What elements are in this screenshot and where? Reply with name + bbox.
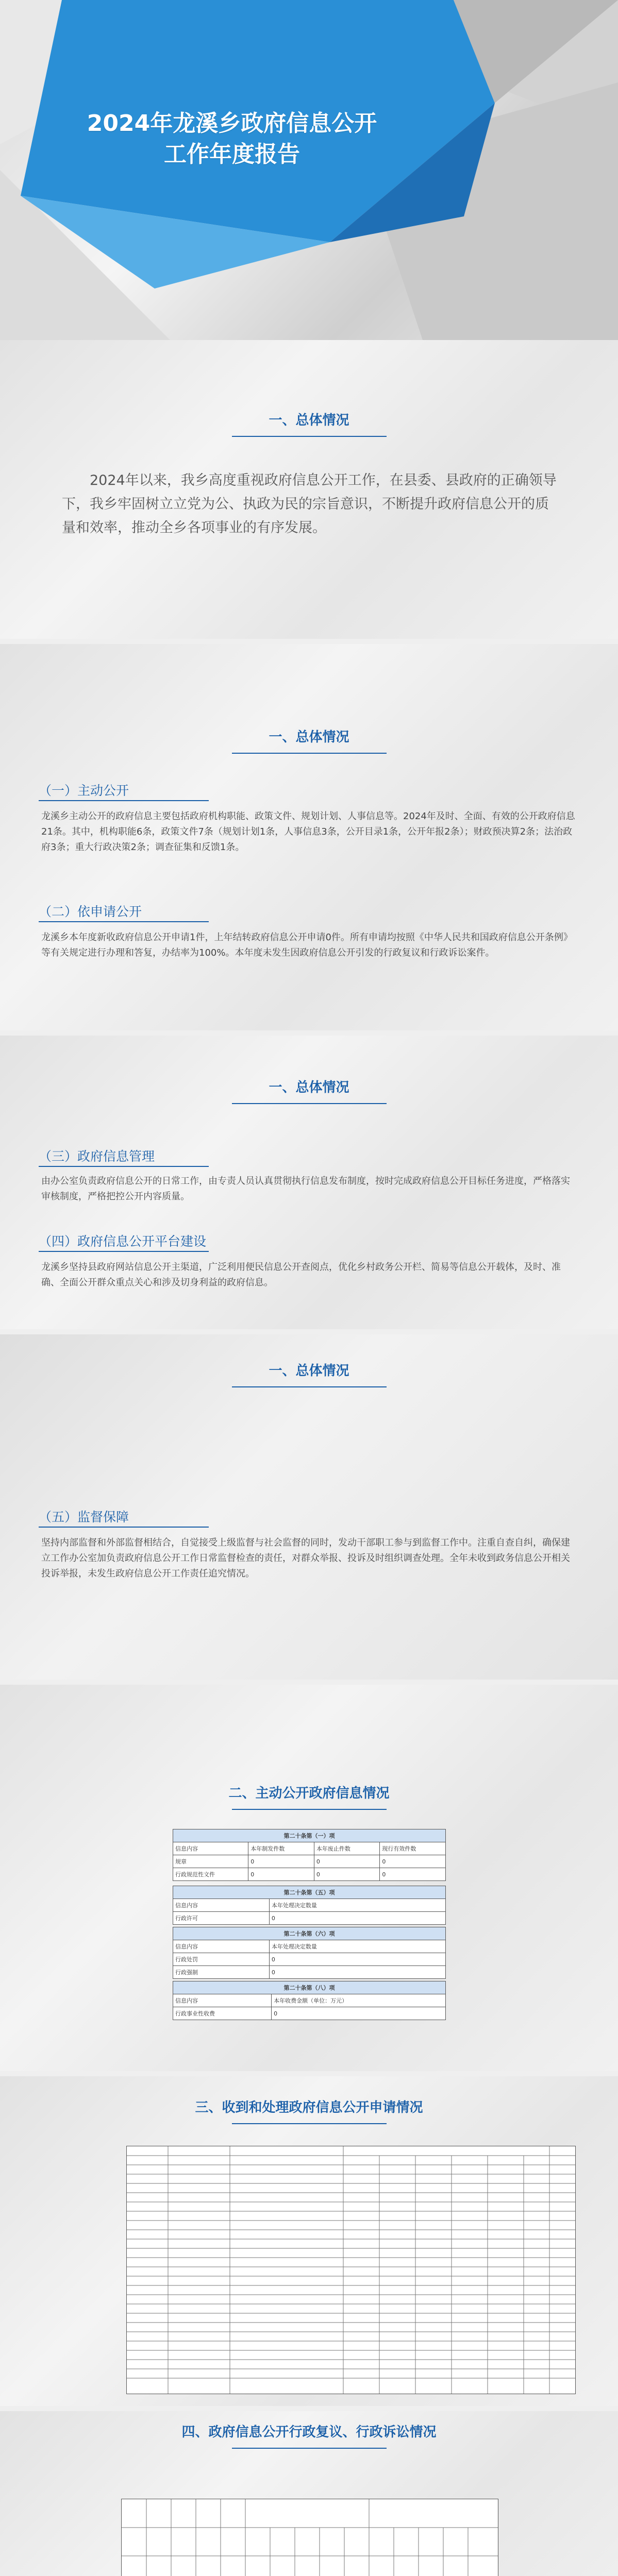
applications-table-grid — [127, 2146, 575, 2394]
review-litigation-table — [121, 2499, 498, 2576]
section-title: 一、总体情况 — [0, 1077, 618, 1104]
subsection-title: （五）监督保障 — [39, 1510, 129, 1524]
disclosure-table-4: 第二十条第（八）项 信息内容 本年收费金额（单位：万元） 行政事业性收费 0 — [173, 1981, 446, 2020]
subsection-title: （一）主动公开 — [39, 783, 129, 798]
section-title: 一、总体情况 — [0, 726, 618, 754]
section-overview-3 — [0, 1036, 618, 1329]
subsection-title: （四）政府信息公开平台建设 — [39, 1234, 207, 1249]
subsection-text: 龙溪乡坚持县政府网站信息公开主渠道，广泛利用便民信息公开查阅点，优化乡村政务公开栏、简易等信息公开载体，及时、准确、全面公开群众重点关心和涉及切身利益的政府信息。 — [41, 1262, 561, 1288]
subsection-title: （三）政府信息管理 — [39, 1149, 155, 1164]
applications-table — [126, 2146, 576, 2394]
review-litigation-table-grid — [122, 2499, 498, 2576]
report-title: 2024年龙溪乡政府信息公开工作年度报告 — [87, 110, 377, 167]
subsection-text: 龙溪乡本年度新收政府信息公开申请1件，上年结转政府信息公开申请0件。所有申请均按照《中华人民共和国政府信息公开条例》等有关规定进行办理和答复，办结率为100%。本年度未发生因政府信息公开引发的行政复议和行政诉讼案件。 — [41, 932, 573, 958]
report-header — [0, 0, 618, 340]
section-title: 一、总体情况 — [0, 1360, 618, 1387]
section-title: 一、总体情况 — [0, 410, 618, 437]
disclosure-table-1: 第二十条第（一）项 信息内容 本年制发件数 本年废止件数 现行有效件数 规章 0 0 0 行政规范性文件 0 0 0 — [173, 1829, 446, 1881]
section-overview-4 — [0, 1334, 618, 1680]
header-geometric-background — [0, 0, 618, 340]
subsection-text: 龙溪乡主动公开的政府信息主要包括政府机构职能、政策文件、规划计划、人事信息等。2024年及时、全面、有效的公开政府信息21条。其中，机构职能6条，政策文件7条（规划计划1条，人事信息3条，公开目录1条，公开年报2条）；财政预决算2条；法治政府3条；重大行政决策2条；调查征集和反馈1条。 — [41, 811, 575, 853]
section-applications — [0, 2076, 618, 2406]
section-review-litigation — [0, 2411, 618, 2576]
section-active-disclosure — [0, 1685, 618, 2071]
overview-text: 2024年以来，我乡高度重视政府信息公开工作，在县委、县政府的正确领导下，我乡牢固树立立党为公、执政为民的宗旨意识，不断提升政府信息公开的质量和效率，推动全乡各项事业的有序发展。 — [62, 472, 557, 536]
section-title: 四、政府信息公开行政复议、行政诉讼情况 — [0, 2421, 618, 2449]
subsection-title: （二）依申请公开 — [39, 904, 142, 919]
disclosure-table-2: 第二十条第（五）项 信息内容 本年处理决定数量 行政许可 0 — [173, 1886, 446, 1925]
subsection-text: 坚持内部监督和外部监督相结合，自觉接受上级监督与社会监督的同时，发动干部职工参与到监督工作中。注重自查自纠，确保建立工作办公室加负责政府信息公开工作日常监督检查的责任，对群众举报、投诉及时组织调查处理。全年未收到政务信息公开相关投诉举报，未发生政府信息公开工作责任追究情况。 — [41, 1537, 570, 1579]
section-title: 三、收到和处理政府信息公开申请情况 — [0, 2097, 618, 2124]
subsection-text: 由办公室负责政府信息公开的日常工作，由专责人员认真贯彻执行信息发布制度，按时完成政府信息公开目标任务进度，严格落实审核制度，严格把控公开内容质量。 — [41, 1176, 570, 1202]
section-overview-1 — [0, 340, 618, 639]
section-title: 二、主动公开政府信息情况 — [0, 1783, 618, 1810]
disclosure-table-3: 第二十条第（六）项 信息内容 本年处理决定数量 行政处罚 0 行政强制 0 — [173, 1927, 446, 1979]
section-overview-2 — [0, 644, 618, 1030]
